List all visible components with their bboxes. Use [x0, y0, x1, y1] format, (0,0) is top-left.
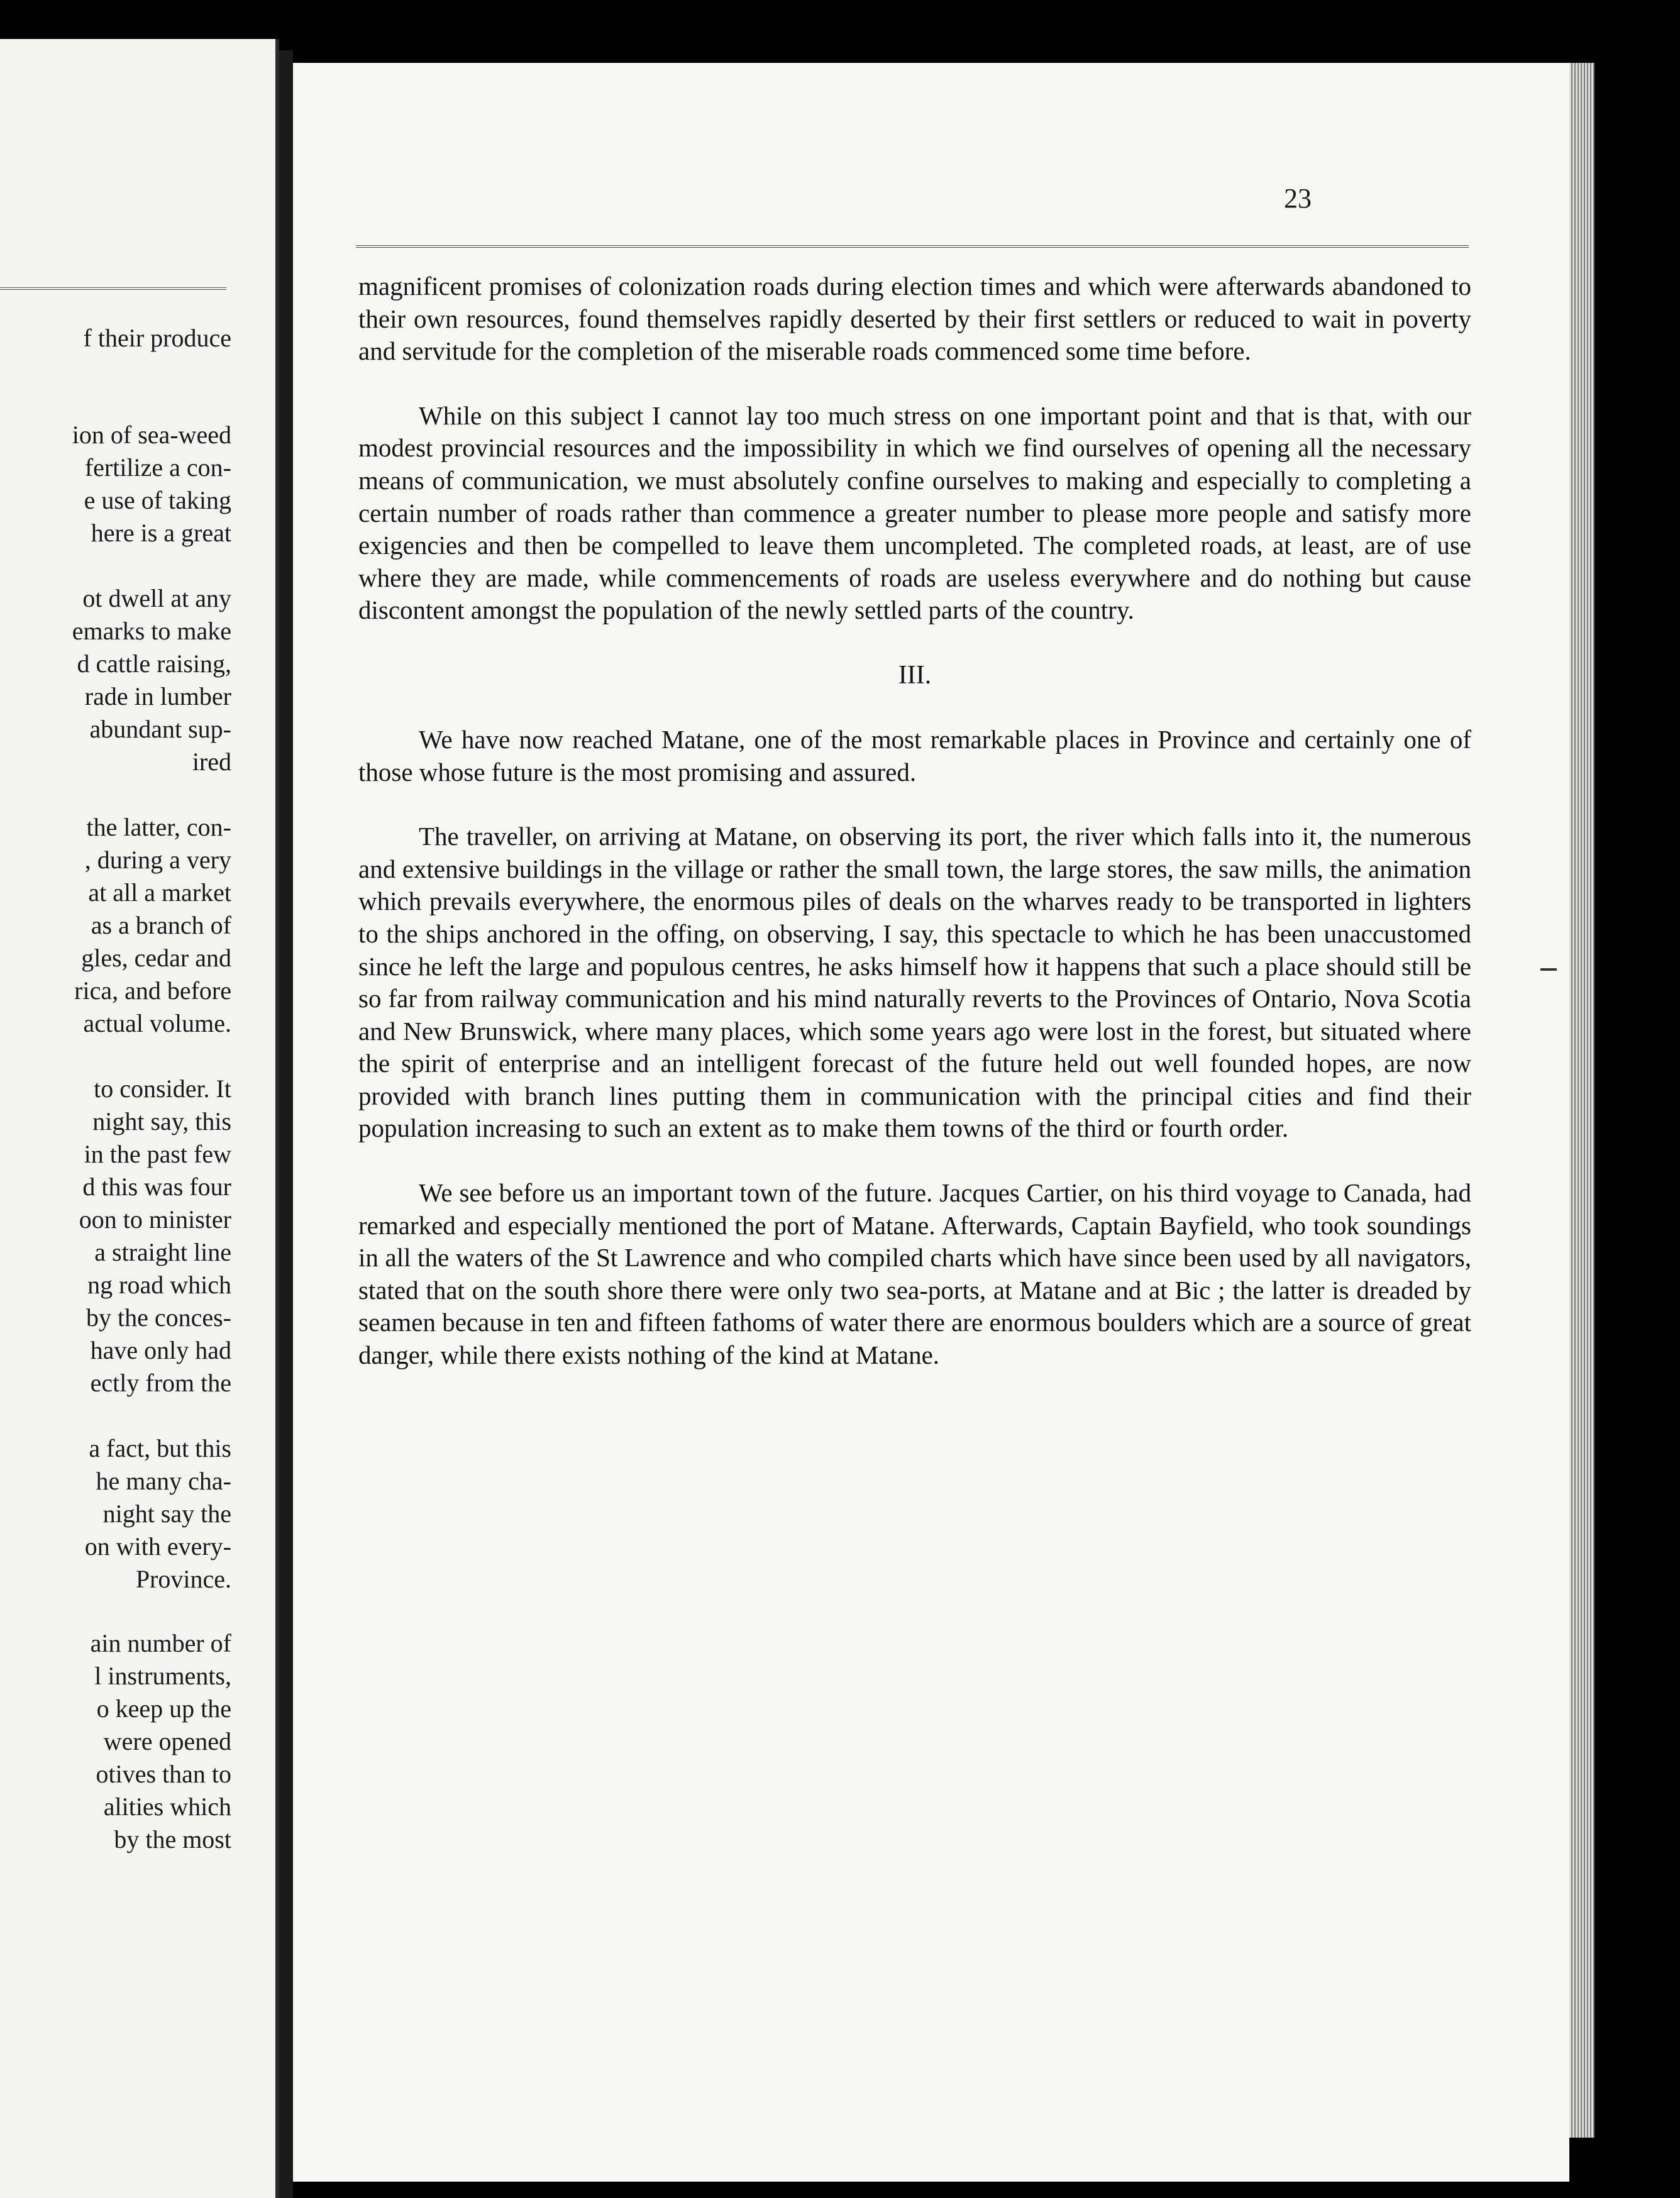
left-line: e use of taking [84, 486, 231, 514]
left-line: night say the [102, 1499, 231, 1528]
left-line: , during a very [84, 846, 231, 874]
left-paragraph-5 [0, 1432, 275, 1596]
paragraph-future-town: We see before us an important town of the future. Jacques Cartier, on his third voyage to Canada, had remarked and especially mentioned the port of Matane. Afterwards, Captain Bayfield, who took soundings in all the waters of the St Lawrence and who compiled charts which have since been used by all navigators, stated that on the south shore there were only two sea-ports, at Matane and at Bic ; the latter is dreaded by seamen because in ten and fifteen fathoms of water there are enormous boulders which are a source of great danger, while there exists nothing of the kind at Matane. [358, 1178, 1471, 1370]
right-page [293, 63, 1569, 2182]
left-line: otives than to [96, 1760, 231, 1788]
left-paragraph-1 [0, 419, 275, 550]
paragraph-roads: While on this subject I cannot lay too much stress on one important point and that is that, with our modest provincial resources and the impossibility in which we find ourselves of opening all the necessary means of communication, we must absolutely confine ourselves to making and especially to completing a certain number of roads rather than commence a greater number to please more people and satisfy more exigencies and then be compelled to leave them uncompleted. The completed roads, at least, are of use where they are made, while commencements of roads are useless everywhere and do nothing but cause discontent amongst the population of the newly settled parts of the country. [358, 400, 1471, 625]
left-line: by the conces- [86, 1303, 231, 1332]
left-line: to consider. It [94, 1074, 231, 1103]
left-line: in the past few [84, 1140, 231, 1168]
left-line: a straight line [94, 1238, 231, 1266]
left-line: rica, and before [74, 976, 231, 1005]
left-line: ain number of [90, 1629, 231, 1657]
left-line: ot dwell at any [82, 584, 231, 612]
left-line: ion of sea-weed [72, 421, 231, 449]
left-line: ired [192, 748, 231, 776]
header-rule [356, 245, 1469, 248]
left-line: ng road which [87, 1271, 231, 1299]
left-line: o keep up the [96, 1694, 231, 1723]
paragraph-traveller: The traveller, on arriving at Matane, on observing its port, the river which falls into it, the numerous and extensive buildings in the village or rather the small town, the large stores, the saw mills, the animation which prevails everywhere, the enormous piles of deals on the wharves ready to be transported in lighters to the ships anchored in the offing, on observing, I say, this spectacle to which he has been unaccustomed since he left the large and populous centres, he asks himself how it happens that such a place should still be so far from railway communication and his mind naturally reverts to the Provinces of Ontario, Nova Scotia and New Brunswick, where many places, which some years ago were lost in the forest, but situated where the spirit of enterprise and an intelligent forecast of the future held out well founded hopes, are now provided with branch lines putting them in communication with the principal cities and find their population increasing to such an extent as to make them towns of the third or fourth order. [358, 822, 1471, 1143]
left-line: by the most [114, 1825, 231, 1853]
paragraph-continuation: magnificent promises of colonization roads during election times and which were afterwards abandoned to their own resources, found themselves rapidly deserted by their first settlers or reduced to wait in poverty and servitude for the completion of the miserable roads commenced some time before. [358, 272, 1471, 366]
left-line: ectly from the [90, 1369, 231, 1397]
left-paragraph-2 [0, 582, 275, 778]
left-line: oon to minister [79, 1205, 231, 1234]
left-line: he many cha- [96, 1467, 231, 1495]
left-line: on with every- [84, 1532, 231, 1560]
left-line: emarks to make [72, 617, 231, 645]
page-number: 23 [1284, 183, 1312, 214]
left-line: d cattle raising, [77, 649, 231, 678]
left-line: at all a market [88, 878, 231, 907]
left-line: the latter, con- [86, 813, 231, 841]
left-line: were opened [103, 1727, 231, 1755]
left-line: l instruments, [94, 1662, 231, 1690]
left-line: gles, cedar and [81, 944, 231, 972]
left-line: a fact, but this [89, 1434, 231, 1462]
left-line: as a branch of [91, 911, 231, 939]
left-line: rade in lumber [84, 682, 231, 710]
page-edge-stack [1569, 63, 1594, 2138]
margin-mark [1540, 968, 1557, 971]
left-paragraph-4 [0, 1073, 275, 1400]
book-gutter [279, 50, 293, 2198]
page-body [358, 270, 1471, 1372]
left-line: d this was four [82, 1173, 231, 1201]
left-line: Province. [135, 1565, 231, 1593]
left-line: abundant sup- [89, 715, 231, 743]
left-header-line: f their produce [83, 324, 231, 352]
left-line: have only had [90, 1336, 231, 1364]
left-line: night say, this [92, 1107, 231, 1135]
left-line: alities which [103, 1792, 231, 1821]
section-heading: III. [898, 660, 932, 690]
paragraph-matane-intro: We have now reached Matane, one of the most remarkable places in Province and certainly one of those whose future is the most promising and assured. [358, 724, 1471, 787]
left-header-rule [0, 287, 226, 290]
left-line: fertilize a con- [84, 453, 231, 482]
left-line: here is a great [91, 519, 231, 547]
left-paragraph-3 [0, 811, 275, 1040]
left-line: actual volume. [83, 1009, 231, 1037]
left-page-fragment [0, 39, 279, 2198]
left-paragraph-6 [0, 1627, 275, 1856]
